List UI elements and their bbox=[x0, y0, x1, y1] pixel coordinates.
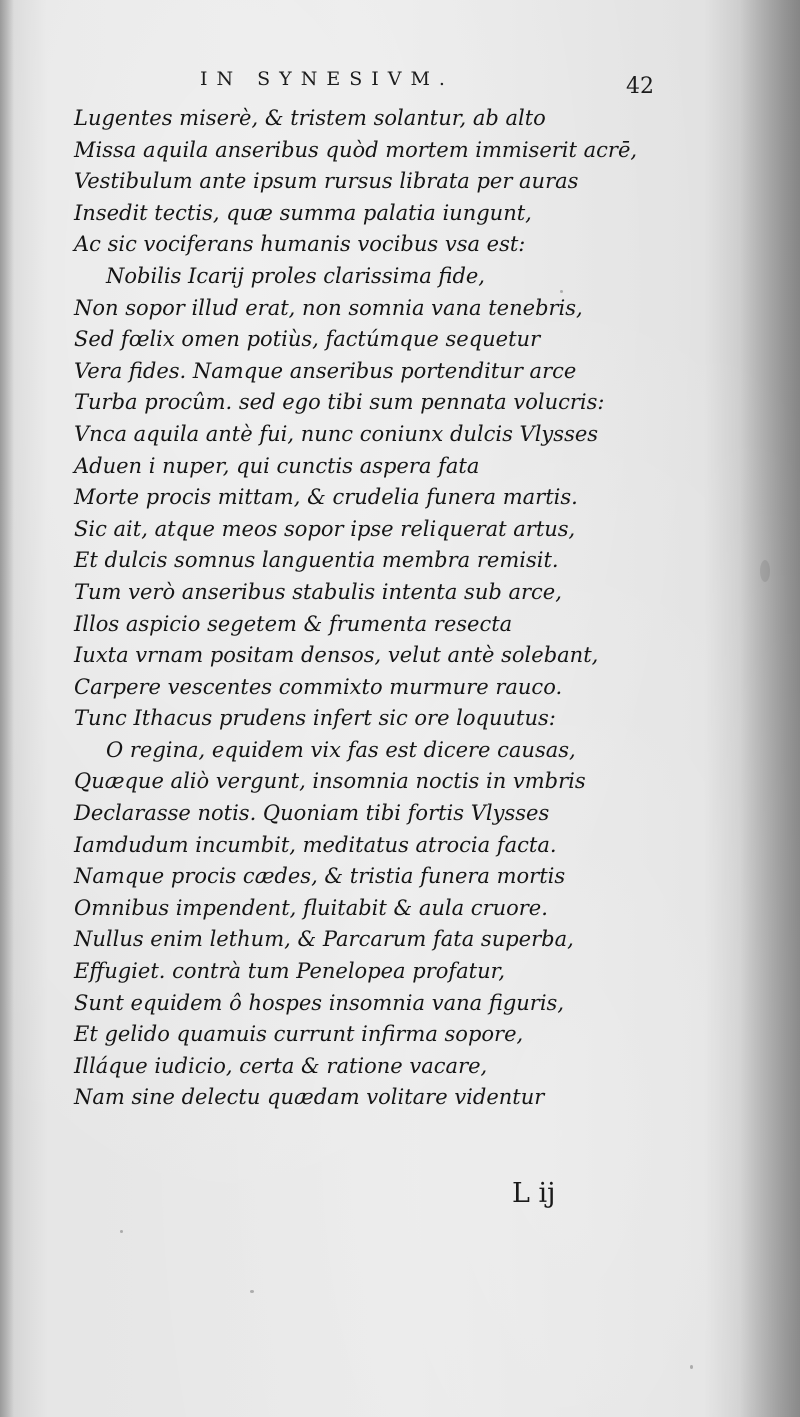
verse-line: Iamdudum incumbit, meditatus atrocia facta. bbox=[74, 832, 557, 857]
verse-line: Sic ait, atque meos sopor ipse reliquerat artus, bbox=[74, 516, 576, 541]
paper-speck bbox=[560, 290, 563, 293]
verse-line: Et gelido quamuis currunt infirma sopore, bbox=[74, 1022, 524, 1047]
verse-line: Sunt equidem ô hospes insomnia vana figuris, bbox=[74, 990, 565, 1015]
verse-line: Nam sine delectu quædam volitare videntur bbox=[74, 1085, 545, 1110]
verse-line: Carpere vescentes commixto murmure rauco. bbox=[74, 674, 563, 699]
verse-line: Declarasse notis. Quoniam tibi fortis Vlysses bbox=[74, 801, 550, 826]
verse-line: Vnca aquila antè fui, nunc coniunx dulcis Vlysses bbox=[74, 421, 599, 446]
page-edge-shadow bbox=[740, 0, 800, 1417]
verse-line: Vestibulum ante ipsum rursus librata per auras bbox=[74, 169, 579, 194]
paper-speck bbox=[120, 1230, 123, 1233]
verse-line: Et dulcis somnus languentia membra remisit. bbox=[74, 548, 559, 573]
verse-line: Effugiet. contrà tum Penelopea profatur, bbox=[74, 959, 506, 984]
verse-line: Non sopor illud erat, non somnia vana tenebris, bbox=[74, 295, 583, 320]
verse-text bbox=[74, 103, 694, 1114]
paper-speck bbox=[760, 560, 770, 582]
verse-line: Quæque aliò vergunt, insomnia noctis in vmbris bbox=[74, 769, 586, 794]
paper-speck bbox=[690, 1365, 693, 1369]
verse-line: Iuxta vrnam positam densos, velut antè solebant, bbox=[74, 643, 599, 668]
verse-line: Tum verò anseribus stabulis intenta sub arce, bbox=[74, 579, 562, 604]
paper-speck bbox=[250, 1290, 254, 1293]
verse-line: Aduen i nuper, qui cunctis aspera fata bbox=[74, 453, 480, 478]
verse-line: Nobilis Icarij proles clarissima fide, bbox=[106, 263, 485, 288]
verse-line: Illos aspicio segetem & frumenta resecta bbox=[74, 611, 513, 636]
verse-line: Morte procis mittam, & crudelia funera martis. bbox=[74, 485, 578, 510]
verse-line: Namque procis cædes, & tristia funera mortis bbox=[74, 864, 566, 889]
running-head: IN SYNESIVM. bbox=[200, 68, 454, 90]
verse-line: O regina, equidem vix fas est dicere causas, bbox=[106, 737, 576, 762]
verse-line: Vera fides. Namque anseribus portenditur arce bbox=[74, 358, 577, 383]
verse-line: Omnibus impendent, fluitabit & aula cruore. bbox=[74, 895, 548, 920]
verse-line: Turba procûm. sed ego tibi sum pennata volucris: bbox=[74, 390, 605, 415]
verse-line: Lugentes miserè, & tristem solantur, ab alto bbox=[74, 106, 546, 130]
page-number: 42 bbox=[626, 74, 654, 99]
verse-line: Insedit tectis, quæ summa palatia iungunt, bbox=[74, 200, 532, 225]
signature-mark: L ij bbox=[512, 1178, 556, 1209]
verse-line: Sed fœlix omen potiùs, factúmque sequetur bbox=[74, 327, 541, 352]
verse-line: Illáque iudicio, certa & ratione vacare, bbox=[74, 1053, 488, 1078]
verse-line: Missa aquila anseribus quòd mortem immiserit acrē, bbox=[74, 137, 638, 162]
verse-line: Nullus enim lethum, & Parcarum fata superba, bbox=[74, 927, 574, 952]
verse-line: Tunc Ithacus prudens infert sic ore loquutus: bbox=[74, 706, 556, 731]
verse-line: Ac sic vociferans humanis vocibus vsa est: bbox=[74, 232, 526, 257]
page-gutter-shadow bbox=[0, 0, 14, 1417]
